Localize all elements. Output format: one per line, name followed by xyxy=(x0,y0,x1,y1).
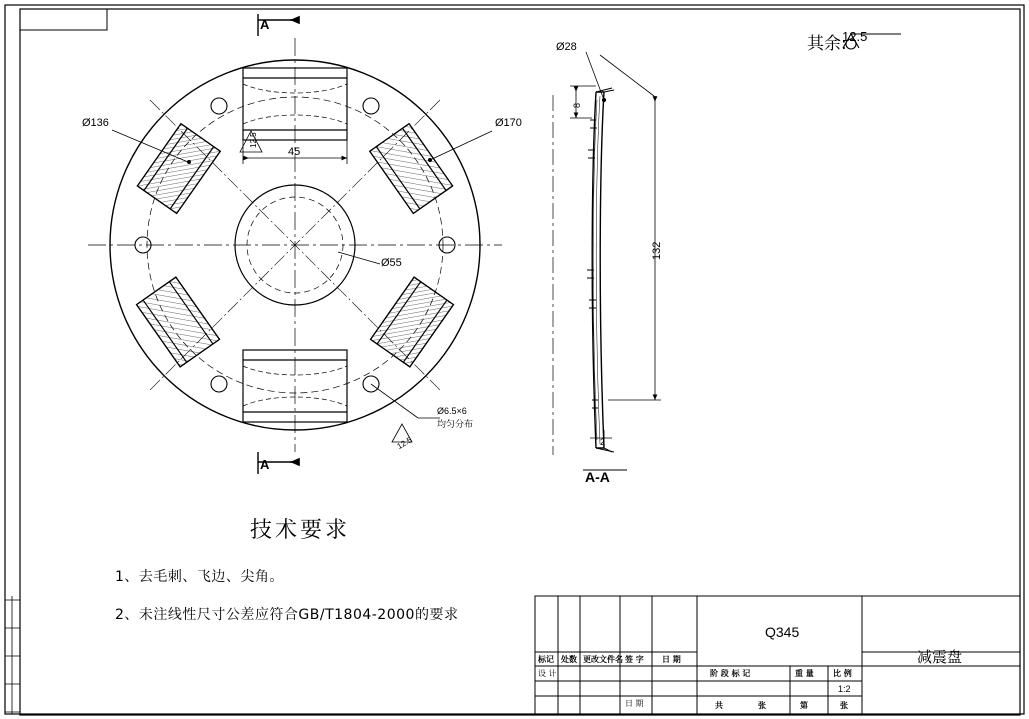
stage-label: 阶 段 标 记 xyxy=(710,669,751,678)
hole-spec-line1: Ø6.5×6 xyxy=(437,406,467,416)
surface-note-label: 其余: xyxy=(807,34,847,54)
sheet-label-0: 共 xyxy=(715,701,723,710)
surface-note-value: 12.5 xyxy=(842,29,868,44)
sheet-label-2: 第 xyxy=(800,701,808,710)
scale-value: 1:2 xyxy=(838,684,851,694)
dim-d170: Ø170 xyxy=(495,117,522,129)
dim-thk2: 2 xyxy=(600,437,606,447)
dim-width45: 45 xyxy=(288,146,301,158)
scale-label: 比 例 xyxy=(833,669,852,678)
note-item-1: 1、去毛刺、飞边、尖角。 xyxy=(115,569,284,585)
weight-label: 重 量 xyxy=(795,669,814,678)
material-value: Q345 xyxy=(765,624,800,640)
rev-header-0: 标记 xyxy=(538,655,554,664)
section-mark-top: A xyxy=(260,17,270,32)
hole-spec-line2: 均匀分布 xyxy=(437,420,474,430)
rev-header-3: 签 字 xyxy=(625,655,644,664)
dim-d136: Ø136 xyxy=(82,117,109,129)
top-view-geometry xyxy=(88,14,502,474)
notes-heading: 技术要求 xyxy=(250,518,351,543)
section-mark-bottom: A xyxy=(260,457,270,472)
rev-header-2: 更改文件名 xyxy=(583,655,623,664)
rev-header-4: 日 期 xyxy=(662,655,681,664)
dim-d55: Ø55 xyxy=(381,257,402,269)
dim-d28: Ø28 xyxy=(556,41,577,53)
section-view-geometry xyxy=(553,52,661,470)
roughness-hole-value: 12.5 xyxy=(395,435,414,451)
note-item-2: 2、未注线性尺寸公差应符合GB/T1804-2000的要求 xyxy=(115,607,459,623)
section-view-title: A-A xyxy=(585,469,610,485)
part-name-value: 减震盘 xyxy=(917,648,963,666)
roughness-slot-value: 12.5 xyxy=(249,132,258,148)
row-design-label: 设 计 xyxy=(538,669,557,678)
dim-thk8: 8 xyxy=(572,102,582,108)
rev-header-1: 处数 xyxy=(561,655,577,664)
sheet-label-1: 张 xyxy=(758,701,766,710)
sheet-label-3: 张 xyxy=(840,701,848,710)
row-date-label: 日 期 xyxy=(625,699,644,708)
dim-len132: 132 xyxy=(651,241,663,260)
